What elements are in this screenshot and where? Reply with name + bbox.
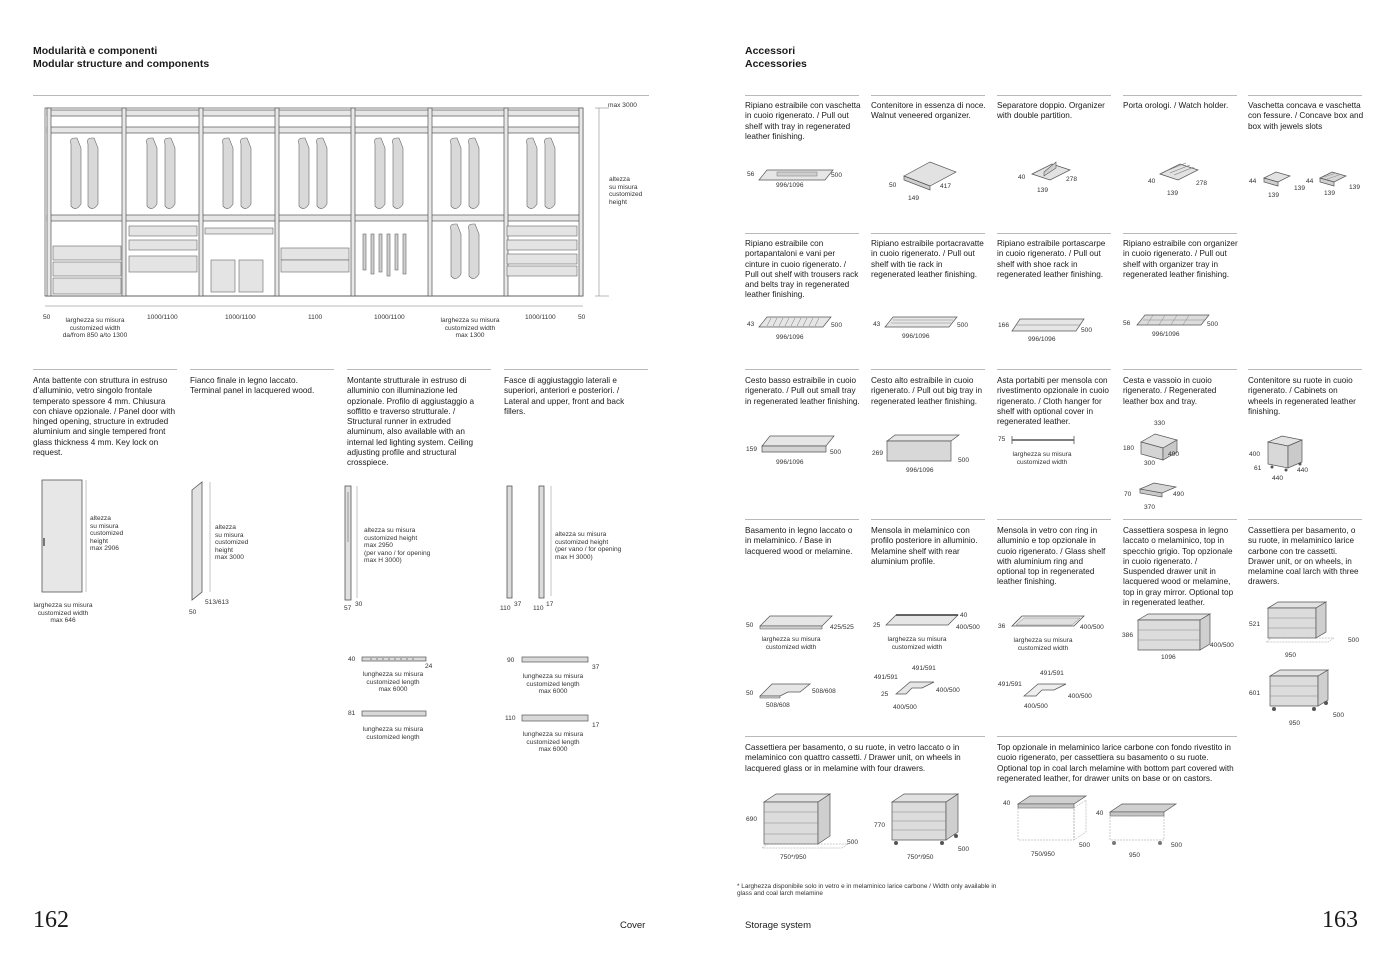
right-footer: Storage system [745,920,811,931]
divider [33,95,649,96]
elevation-dim-5: 1000/1100 [525,314,556,321]
dim: 70 [1124,491,1132,498]
dim: 996/1096 [1028,336,1056,343]
accessory-text-12: Cesta e vassoio in cuoio rigenerato. / Regenerated leather box and tray. [1123,376,1217,406]
dim: 417 [940,183,952,190]
runner-d1: 57 [344,605,352,612]
dim: 50 [889,182,897,189]
elevation-max-height: max 3000 [608,102,637,109]
profile1-w: 24 [425,663,433,670]
elevation-height-label: altezza su misura customized height [609,176,643,206]
terminal-panel-drawing [188,480,218,605]
dim: 386 [1122,632,1134,639]
base-corner-drawing [758,680,814,704]
dim: 500 [1333,712,1345,719]
dim: 500 [847,839,859,846]
accessory-text-19: Cassettiera per basamento, o su ruote, in vetro laccato o in melaminico con quattro cassetti. / Drawer unit, on wheels in lacquered glass or in melamine with four drawers. [745,743,961,773]
tie-rack-shelf-drawing [883,313,959,333]
dim: 40 [960,612,968,619]
elevation-dim-2: 1000/1100 [225,314,256,321]
dim: 500 [1079,842,1091,849]
cloth-hanger-drawing [1010,434,1080,448]
dim: 500 [831,172,843,179]
left-title-it: Modularità e componenti [33,45,158,57]
rule [1248,369,1362,370]
dim: 278 [1196,180,1208,187]
rule [997,369,1111,370]
concave-box-drawing [1262,170,1292,190]
dim: 500 [958,846,970,853]
dim: 996/1096 [776,459,804,466]
elevation-custom-width-2: larghezza su misura customized width max 1300 [440,317,500,340]
filler-profile2-w: 17 [592,722,600,729]
dim: larghezza su misura customized width [761,636,821,651]
fillers-d2: 37 [514,601,522,608]
dim: 159 [746,446,758,453]
left-footer: Cover [620,920,646,931]
four-drawer-unit-base-drawing [760,792,852,852]
dim: 400/500 [1024,703,1048,710]
four-drawer-unit-wheels-drawing [888,792,964,850]
rule [1248,519,1362,520]
accessory-text-6: Ripiano estraibile portacravatte in cuoio rigenerato. / Pull out shelf with tie rack in regenerated leather finishing. [871,239,984,279]
dim: 269 [872,450,884,457]
footnote: * Larghezza disponibile solo in vetro e in melaminico larice carbone / Width only available in glass and coal larch melamine [737,883,997,898]
elevation-dim-1: 1000/1100 [147,314,178,321]
filler-profile-1-drawing [520,655,592,667]
drawer-unit-wheels-drawing [1266,668,1336,716]
right-title-en: Accessories [745,58,807,70]
rule [871,233,985,234]
dim: 40 [1096,810,1104,817]
glass-shelf-drawing [1010,614,1086,632]
panel-thickness: 50 [189,609,197,616]
rule [190,369,334,370]
dim: 500 [958,457,970,464]
dim: 25 [881,691,889,698]
accessory-text-9: Cesto basso estraibile in cuoio rigenerato. / Pull out small tray in regenerated leather finishing. [745,376,860,406]
dim: 996/1096 [906,467,934,474]
dim: larghezza su misura customized width [887,636,947,651]
dim: 950 [1129,852,1141,859]
filler-profile1-h: 90 [507,657,515,664]
trousers-rack-shelf-drawing [757,313,833,333]
rule [997,736,1237,737]
dim: 996/1096 [776,334,804,341]
dim: 400/500 [956,624,980,631]
dim: 43 [873,321,881,328]
accessory-text-16: Mensola in vetro con ring in alluminio e top opzionale in cuoio rigenerato. / Glass shelf with aluminium ring and optional top in regenerated leather finishing. [997,526,1106,587]
dim: 440 [1297,467,1309,474]
dim: 500 [831,322,843,329]
dim: 1096 [1161,654,1176,661]
accessory-text-14: Basamento in legno laccato o in melaminico. / Base in lacquered wood or melamine. [745,526,853,556]
dim: 490 [1168,451,1180,458]
dim: 521 [1249,621,1261,628]
rule [745,95,859,96]
rule [504,369,648,370]
dim: 43 [747,321,755,328]
organizer-tray-shelf-drawing [1135,311,1211,331]
dim: 500 [1171,842,1183,849]
dim: 139 [1037,187,1049,194]
dim: 500 [830,449,842,456]
dim: 400/500 [1080,624,1104,631]
right-title [745,45,807,71]
jewels-box-drawing [1318,170,1348,190]
dim: 750*/950 [780,854,807,861]
ceiling-profile-drawing [360,655,430,667]
profile2-length: lunghezza su misura customized length [362,726,424,741]
rule [1123,233,1237,234]
wardrobe-elevation-drawing [33,100,653,310]
door-height: altezza su misura customized height max 2906 [90,515,124,553]
filler-profile2-h: 110 [505,715,516,722]
dim: 491/591 [874,674,898,681]
accessory-text-20: Top opzionale in melaminico larice carbone con fondo rivestito in cuoio rigenerato, per cassettiera su basamento o su ruote. Optional top in coal larch melamine with bottom part covered with regenerated leather, for drawer units on base or on castors. [997,743,1234,783]
dim: 139 [1268,192,1280,199]
dim: 601 [1249,690,1261,697]
dim: 278 [1066,176,1078,183]
fillers-d1: 110 [500,605,511,612]
profile1-length: lunghezza su misura customized length max 6000 [362,671,424,694]
right-page-number: 163 [1322,907,1358,933]
dim: 491/591 [912,665,936,672]
component-door-text: Anta battente con struttura in estruso d’alluminio, vetro singolo frontale temperato spessore 4 mm. Chiusura con chiave opzionale. / Panel door with hinged opening, structure in extruded aluminium and single tempered front glass thickness 4 mm. Key lock on request. [33,376,176,458]
fillers-d4: 17 [546,601,554,608]
left-title [33,45,209,71]
filler-profile2-length: lunghezza su misura customized length max 6000 [522,731,584,754]
dim: 491/591 [1040,670,1064,677]
dim: 139 [1349,184,1361,191]
dim: 500 [1207,321,1219,328]
left-page-number: 162 [33,907,69,933]
dim: 50 [746,622,754,629]
dim: 508/608 [812,688,836,695]
right-title-it: Accessori [745,45,796,57]
rule [33,369,177,370]
rule [1248,95,1362,96]
small-tray-drawing [760,434,836,458]
dim: larghezza su misura customized width [1012,451,1072,466]
dim: 400/500 [936,687,960,694]
dim: 75 [998,436,1006,443]
dim: 950 [1289,720,1301,727]
crosspiece-drawing [360,709,430,721]
rule [1123,369,1237,370]
dim: 508/608 [766,702,790,709]
filler-profile1-w: 37 [592,664,600,671]
dim: 440 [1272,475,1284,482]
accessory-text-8: Ripiano estraibile con organizer in cuoio rigenerato. / Pull out shelf with organizer tray in regenerated leather finishing. [1123,239,1238,279]
dim: 996/1096 [776,182,804,189]
rule [997,233,1111,234]
accessory-text-15: Mensola in melaminico con profilo posteriore in alluminio. Melamine shelf with rear aluminium profile. [871,526,978,566]
dim: 491/591 [998,681,1022,688]
component-panel-text: Fianco finale in legno laccato. Terminal panel in lacquered wood. [190,376,315,396]
dim: 300 [1144,460,1156,467]
dim: 370 [1144,504,1156,511]
accessory-text-11: Asta portabiti per mensola con rivestimento opzionale in cuoio rigenerato. / Cloth hanger for shelf with optional cover in regenerated leather. [997,376,1109,427]
elevation-dim-4: 1000/1100 [374,314,405,321]
accessory-text-1: Contenitore in essenza di noce. Walnut veneered organizer. [871,101,986,121]
melamine-shelf-drawing [884,613,960,631]
dim: 500 [1081,327,1093,334]
melamine-corner-shelf-drawing [894,678,938,700]
rule [997,95,1111,96]
accessory-text-7: Ripiano estraibile portascarpe in cuoio rigenerato. / Pull out shelf with shoe rack in regenerated leather finishing. [997,239,1106,279]
rule [745,233,859,234]
component-fillers-text: Fasce di aggiustaggio laterali e superiori, anteriori e posteriori. / Lateral and upper, front and back fillers. [504,376,625,416]
dim: 139 [1167,190,1179,197]
dim: 400/500 [1068,693,1092,700]
dim: 44 [1306,178,1314,185]
dim: 149 [908,195,920,202]
elevation-dim-3: 1100 [308,314,323,321]
accessory-text-10: Cesto alto estraibile in cuoio rigenerato. / Pull out big tray in regenerated leather finishing. [871,376,983,406]
panel-height: altezza su misura customized height max 3000 [215,524,249,562]
rule [997,519,1111,520]
dim: 40 [1148,178,1156,185]
dim: 996/1096 [1152,331,1180,338]
rule [1123,519,1237,520]
component-runner-text: Montante strutturale in estruso di alluminio con illuminazione led opzionale. Profilo di aggiustaggio a soffitto e traverso strutturale. / Structural runner in extruded aluminum, also available with an internal led lighting system. Ceiling adjusting profile and structural crosspiece. [347,376,474,468]
dim: 400/500 [1210,642,1234,649]
big-tray-drawing [885,433,961,467]
dim: 180 [1123,445,1135,452]
left-title-en: Modular structure and components [33,58,210,70]
dim: 490 [1173,491,1185,498]
accessory-text-13: Contenitore su ruote in cuoio rigenerato. / Cabinets on wheels in regenerated leather finishing. [1248,376,1356,416]
dim: 50 [746,690,754,697]
elevation-dim-50-left: 50 [43,314,51,321]
dim: 690 [746,816,758,823]
dim: 750*/950 [907,854,934,861]
dim: 996/1096 [902,333,930,340]
door-drawing [40,478,90,598]
rule [871,95,985,96]
runner-height: altezza su misura customized height max 2950 (per vano / for opening max H 3000) [364,527,431,565]
accessory-text-17: Cassettiera sospesa in legno laccato o melaminico, top in specchio grigio. Top opzionale in cuoio rigenerato. / Suspended drawer unit in lacquered wood or melamine, top in gray mirror. Optional top in regenerated leather. [1123,526,1234,608]
fillers-d3: 110 [533,605,544,612]
rule [871,519,985,520]
dim: 500 [957,322,969,329]
rule [1123,95,1237,96]
accessory-text-3: Porta orologi. / Watch holder. [1123,101,1229,110]
door-width: larghezza su misura customized width max 646 [33,602,93,625]
rule [745,736,985,737]
suspended-drawer-unit-drawing [1136,612,1212,654]
accessory-text-2: Separatore doppio. Organizer with double partition. [997,101,1105,121]
accessory-text-0: Ripiano estraibile con vaschetta in cuoio rigenerato. / Pull out shelf with tray in regenerated leather finishing. [745,101,861,141]
runner-d2: 30 [355,601,363,608]
rule [745,519,859,520]
drawer-unit-base-drawing [1264,600,1348,646]
elevation-custom-width: larghezza su misura customized width da/from 850 a/to 1300 [62,317,128,340]
dim: 40 [1018,174,1026,181]
profile2-h: 81 [348,710,356,717]
dim: 139 [1324,190,1336,197]
dim: 56 [1123,320,1131,327]
shoe-rack-shelf-drawing [1010,313,1086,337]
filler-profile1-length: lunghezza su misura customized length max 6000 [522,673,584,696]
elevation-dim-50-right: 50 [578,314,586,321]
base-drawing [758,612,834,632]
dim: 44 [1249,178,1257,185]
dim: 139 [1294,185,1306,192]
filler-profile-2-drawing [520,713,592,725]
dim: 425/525 [830,624,854,631]
rule [871,369,985,370]
dim: 166 [998,322,1010,329]
dim: 36 [998,623,1006,630]
accessory-text-4: Vaschetta concava e vaschetta con fessure. / Concave box and box with jewels slots [1248,101,1364,131]
fillers-height: altezza su misura customized height (per vano / for opening max H 3000) [555,531,622,561]
profile1-h: 40 [348,656,356,663]
dim: 400 [1249,451,1261,458]
dim: 61 [1254,465,1262,472]
dim: larghezza su misura customized width [1013,637,1073,652]
panel-depth: 513/613 [205,599,229,606]
dim: 330 [1154,420,1166,427]
dim: 500 [1348,637,1360,644]
dim: 770 [874,822,886,829]
accessory-text-18: Cassettiera per basamento, o su ruote, in melaminico larice carbone con tre cassetti. Drawer unit, or on wheels, in melamine coal larch with three drawers. [1248,526,1359,587]
dim: 25 [873,622,881,629]
dim: 56 [747,171,755,178]
fillers-drawing [503,484,553,604]
dim: 40 [1003,800,1011,807]
rule [347,369,491,370]
rule [745,369,859,370]
dim: 750/950 [1031,851,1055,858]
glass-corner-shelf-drawing [1022,680,1070,702]
dim: 400/500 [893,704,917,711]
dim: 950 [1285,652,1297,659]
runner-drawing [343,484,363,604]
accessory-text-5: Ripiano estraibile con portapantaloni e vani per cinture in cuoio rigenerato. / Pull out shelf with trousers rack and belts tray in regenerated leather finishing. [745,239,859,300]
